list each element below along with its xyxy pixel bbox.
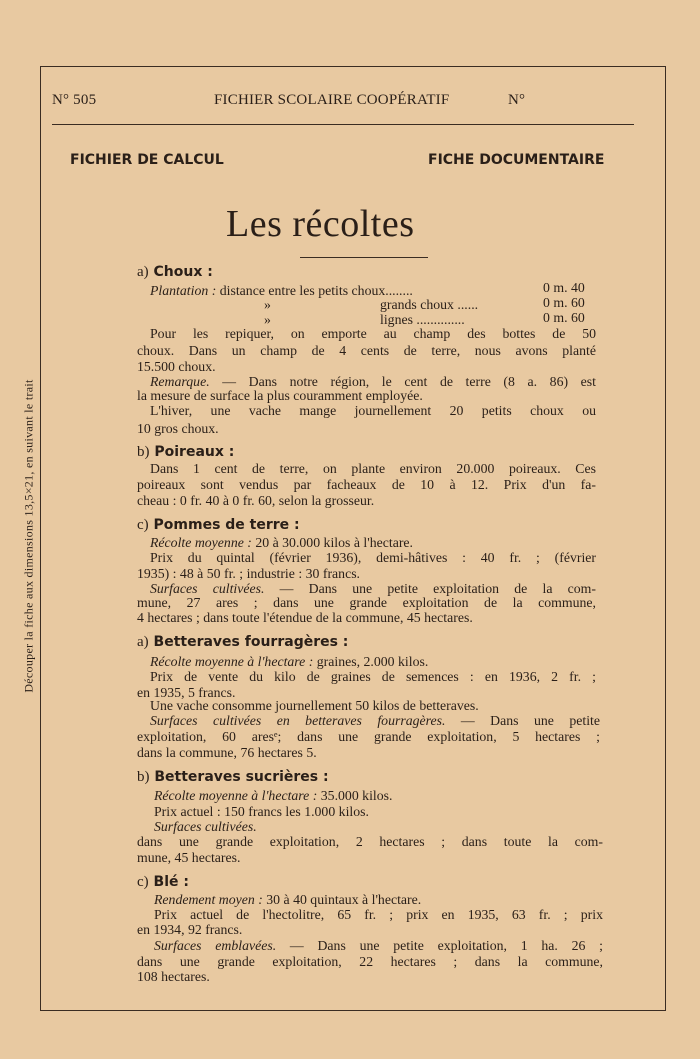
text-line: en 1935, 5 francs. bbox=[137, 685, 236, 700]
text-line: mune, 27 ares ; dans une grande exploitation de la commune, bbox=[137, 595, 596, 610]
text-line: exploitation, 60 aresᵉ; dans une grande exploitation, 5 hectares ; bbox=[137, 729, 600, 744]
text-line: 1935) : 48 à 50 fr. ; industrie : 30 francs. bbox=[137, 566, 361, 581]
section-heading: a) Choux : bbox=[137, 264, 213, 280]
text-line: Surfaces cultivées. bbox=[154, 819, 257, 834]
measure-value: 0 m. 40 bbox=[543, 280, 585, 295]
text-line: la mesure de surface la plus couramment employée. bbox=[137, 388, 423, 403]
text-line: mune, 45 hectares. bbox=[137, 850, 241, 865]
section-heading: b) Betteraves sucrières : bbox=[137, 769, 329, 785]
sheet-number: N° 505 bbox=[52, 92, 97, 108]
text-line: lignes .............. bbox=[380, 312, 465, 327]
text-line: Récolte moyenne : 20 à 30.000 kilos à l'hectare. bbox=[150, 535, 413, 550]
text-line: Récolte moyenne à l'hectare : 35.000 kilos. bbox=[154, 788, 393, 803]
number-field: N° bbox=[508, 92, 526, 108]
text-line: choux. Dans un champ de 4 cents de terre, nous avons planté bbox=[137, 343, 596, 358]
text-line: poireaux sont vendus par facheaux de 10 à 12. Prix d'un fa- bbox=[137, 477, 596, 492]
text-line: Pour les repiquer, on emporte au champ des bottes de 50 bbox=[150, 326, 596, 341]
publication-title: FICHIER SCOLAIRE COOPÉRATIF bbox=[214, 92, 450, 108]
side-note-text: Découper la fiche aux dimensions 13,5×21, en suivant le trait bbox=[21, 379, 36, 693]
text-line: Une vache consomme journellement 50 kilos de betteraves. bbox=[150, 698, 479, 713]
section-heading: a) Betteraves fourragères : bbox=[137, 634, 349, 650]
measure-value: 0 m. 60 bbox=[543, 310, 585, 325]
text-line: en 1934, 92 francs. bbox=[137, 922, 243, 937]
ditto-mark: » bbox=[264, 312, 271, 327]
text-line: dans une grande exploitation, 22 hectares ; dans la commune, bbox=[137, 954, 603, 969]
page-header bbox=[52, 92, 612, 114]
text-line: dans la commune, 76 hectares 5. bbox=[137, 745, 317, 760]
text-line: 15.500 choux. bbox=[137, 359, 216, 374]
text-line: 10 gros choux. bbox=[137, 421, 219, 436]
text-line: Surfaces emblavées. — Dans une petite exploitation, 1 ha. 26 ; bbox=[154, 938, 603, 953]
text-line: 4 hectares ; dans toute l'étendue de la commune, 45 hectares. bbox=[137, 610, 473, 625]
section-heading: c) Pommes de terre : bbox=[137, 517, 300, 533]
header-rule bbox=[52, 124, 634, 125]
section-heading: b) Poireaux : bbox=[137, 444, 235, 460]
text-line: Dans 1 cent de terre, on plante environ 20.000 poireaux. Ces bbox=[150, 461, 596, 476]
text-line: Prix actuel de l'hectolitre, 65 fr. ; prix en 1935, 63 fr. ; prix bbox=[154, 907, 603, 922]
text-line: Plantation : distance entre les petits choux........ bbox=[150, 283, 413, 298]
text-line: L'hiver, une vache mange journellement 20 petits choux ou bbox=[150, 403, 596, 418]
text-line: Prix actuel : 150 francs les 1.000 kilos. bbox=[154, 804, 369, 819]
section-heading: c) Blé : bbox=[137, 874, 189, 890]
text-line: Récolte moyenne à l'hectare : graines, 2.000 kilos. bbox=[150, 654, 429, 669]
text-line: cheau : 0 fr. 40 à 0 fr. 60, selon la grosseur. bbox=[137, 493, 375, 508]
title-rule bbox=[300, 257, 428, 258]
text-line: Surfaces cultivées en betteraves fourragères. — Dans une petite bbox=[150, 713, 600, 728]
text-line: 108 hectares. bbox=[137, 969, 210, 984]
text-line: dans une grande exploitation, 2 hectares ; dans toute la com- bbox=[137, 834, 603, 849]
page-title: Les récoltes bbox=[226, 203, 415, 245]
subheader-right: FICHE DOCUMENTAIRE bbox=[428, 152, 605, 168]
text-line: Remarque. — Dans notre région, le cent de terre (8 a. 86) est bbox=[150, 374, 596, 389]
measure-value: 0 m. 60 bbox=[543, 295, 585, 310]
text-line: grands choux ...... bbox=[380, 297, 479, 312]
subheader-left: FICHIER DE CALCUL bbox=[70, 152, 224, 168]
text-line: Prix de vente du kilo de graines de semences : en 1936, 2 fr. ; bbox=[150, 669, 596, 684]
ditto-mark: » bbox=[264, 297, 271, 312]
text-line: Prix du quintal (février 1936), demi-hâtives : 40 fr. ; (février bbox=[150, 550, 596, 565]
text-line: Surfaces cultivées. — Dans une petite exploitation de la com- bbox=[150, 581, 596, 596]
text-line: Rendement moyen : 30 à 40 quintaux à l'hectare. bbox=[154, 892, 422, 907]
